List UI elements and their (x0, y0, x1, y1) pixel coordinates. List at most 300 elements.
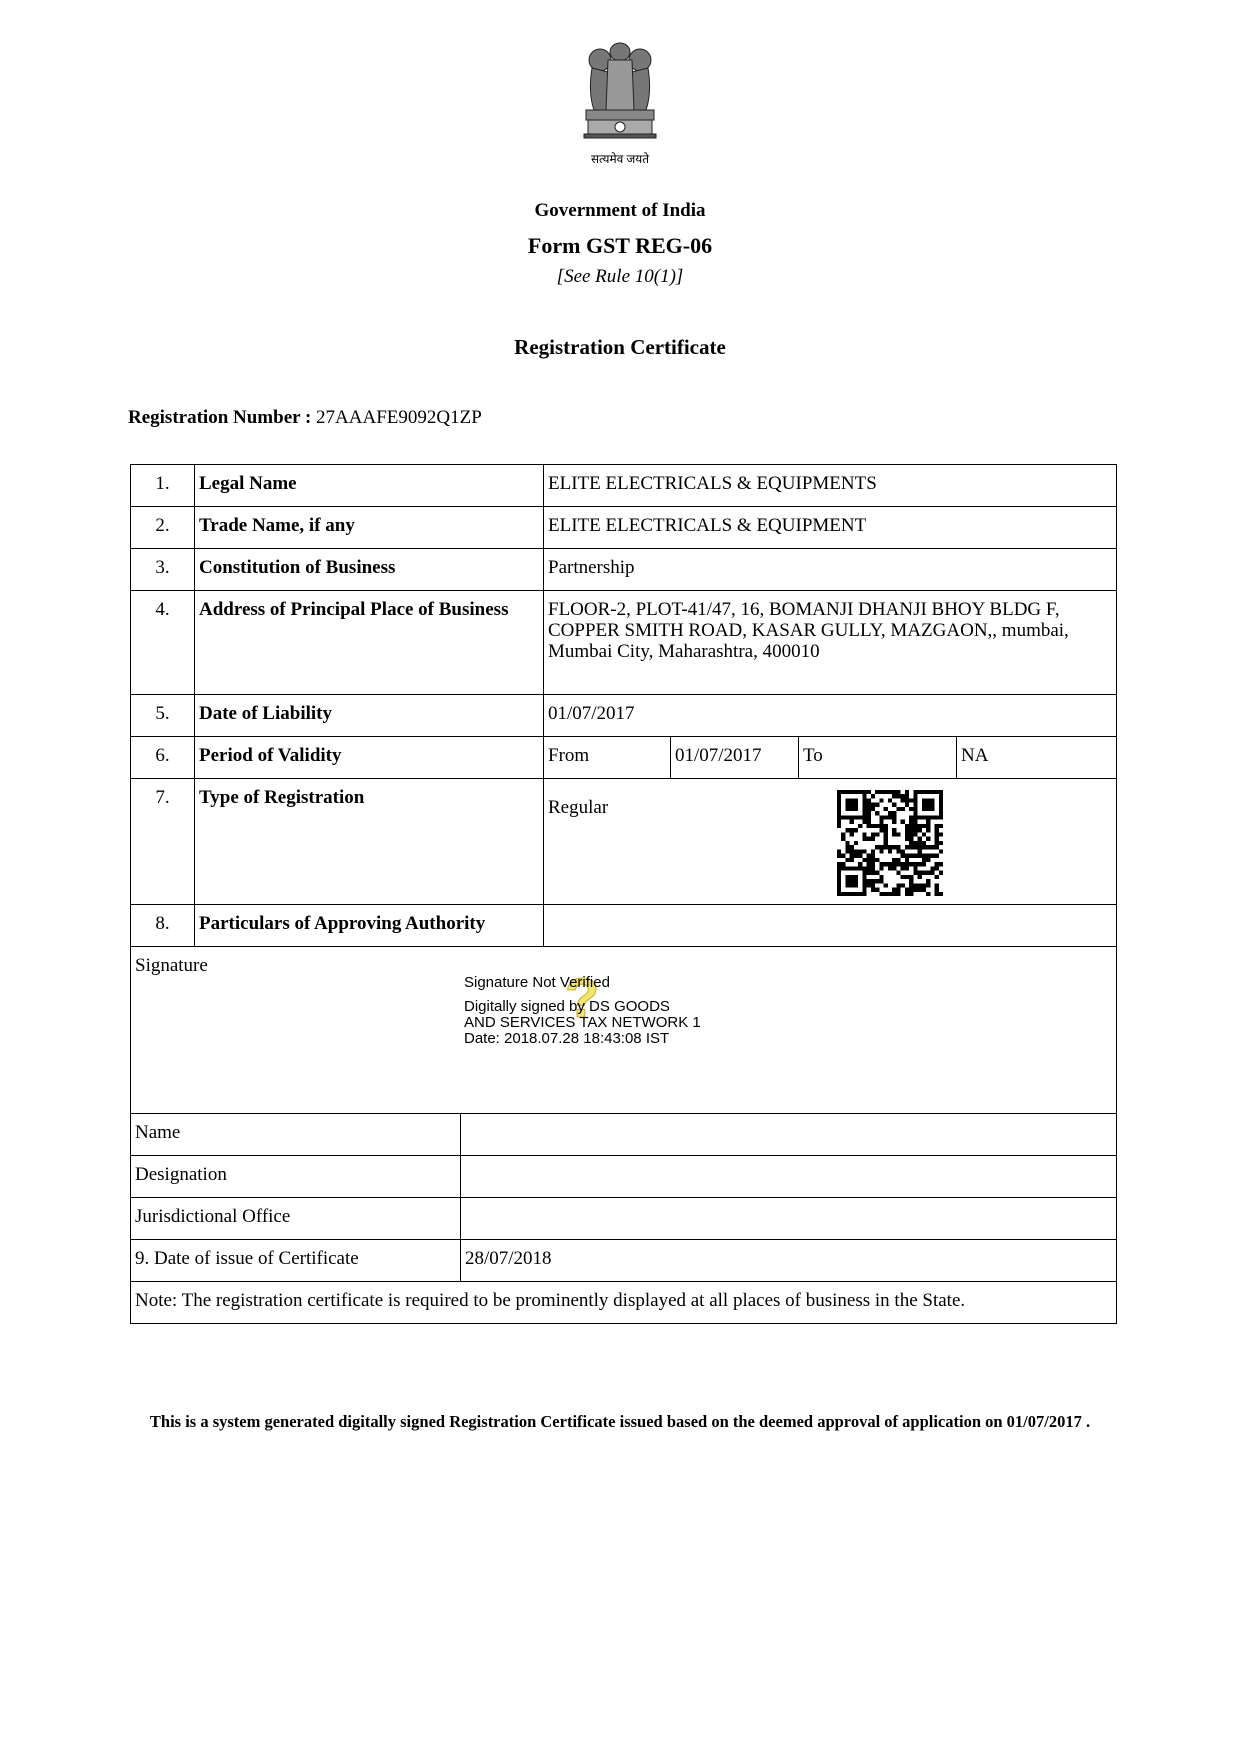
digital-signature-block (464, 975, 701, 1047)
qr-module (884, 892, 888, 896)
qr-module (935, 837, 939, 841)
qr-module (837, 798, 841, 802)
qr-module (905, 866, 909, 870)
row-number: 4. (131, 591, 195, 695)
qr-module (871, 879, 875, 883)
qr-module (879, 879, 883, 883)
qr-module (939, 803, 943, 807)
qr-module (909, 854, 913, 858)
authority-label: 9. Date of issue of Certificate (131, 1240, 461, 1282)
qr-module (845, 879, 849, 883)
qr-module (850, 854, 854, 858)
qr-module (875, 858, 879, 862)
qr-module (909, 824, 913, 828)
qr-module (909, 832, 913, 836)
qr-module (879, 815, 883, 819)
qr-module (926, 824, 930, 828)
qr-module (922, 854, 926, 858)
qr-module (858, 849, 862, 853)
qr-module (935, 824, 939, 828)
qr-module (875, 888, 879, 892)
qr-module (850, 820, 854, 824)
table-row (131, 591, 1117, 695)
qr-module (922, 815, 926, 819)
qr-module (922, 790, 926, 794)
qr-module (935, 888, 939, 892)
qr-module (896, 849, 900, 853)
qr-module (884, 862, 888, 866)
qr-module (913, 824, 917, 828)
qr-module (862, 879, 866, 883)
qr-module (888, 862, 892, 866)
qr-module (909, 875, 913, 879)
qr-module (901, 883, 905, 887)
table-row (131, 1282, 1117, 1324)
display-note: Note: The registration certificate is required to be prominently displayed at all places of business in the State. (131, 1282, 1117, 1324)
qr-module (837, 849, 841, 853)
qr-module (871, 854, 875, 858)
qr-module (926, 858, 930, 862)
qr-module (837, 888, 841, 892)
qr-module (867, 798, 871, 802)
row-number: 6. (131, 737, 195, 779)
validity-to-value: NA (957, 737, 1117, 779)
qr-module (879, 892, 883, 896)
qr-module (879, 828, 883, 832)
authority-office-value (461, 1198, 1117, 1240)
qr-module (862, 798, 866, 802)
validity-from-value: 01/07/2017 (671, 737, 799, 779)
qr-module (850, 807, 854, 811)
qr-module (901, 854, 905, 858)
qr-module (862, 892, 866, 896)
qr-module (901, 875, 905, 879)
qr-module (939, 824, 943, 828)
qr-module (862, 871, 866, 875)
row-number: 5. (131, 695, 195, 737)
qr-module (871, 858, 875, 862)
qr-module (918, 862, 922, 866)
qr-module (871, 888, 875, 892)
qr-module (905, 862, 909, 866)
qr-module (875, 879, 879, 883)
qr-module (913, 803, 917, 807)
validity-from-label: From (544, 737, 671, 779)
qr-module (939, 832, 943, 836)
qr-module (922, 888, 926, 892)
qr-module (935, 832, 939, 836)
qr-module (850, 849, 854, 853)
qr-module (909, 845, 913, 849)
qr-module (922, 807, 926, 811)
qr-module (845, 845, 849, 849)
qr-module (913, 798, 917, 802)
qr-module (854, 807, 858, 811)
qr-module (913, 820, 917, 824)
qr-module (913, 888, 917, 892)
address-value: FLOOR-2, PLOT-41/47, 16, BOMANJI DHANJI BHOY BLDG F, COPPER SMITH ROAD, KASAR GULLY, MAZGAON,, mumbai, Mumbai City, Maharashtra, 400010 (544, 591, 1117, 695)
qr-module (926, 892, 930, 896)
qr-module (871, 794, 875, 798)
qr-module (845, 883, 849, 887)
qr-module (913, 815, 917, 819)
qr-module (837, 875, 841, 879)
qr-module (862, 866, 866, 870)
qr-module (913, 871, 917, 875)
qr-module (837, 883, 841, 887)
registration-number-value: 27AAAFE9092Q1ZP (316, 407, 482, 428)
qr-module (845, 807, 849, 811)
row-number: 2. (131, 507, 195, 549)
qr-module (913, 790, 917, 794)
qr-module (930, 803, 934, 807)
qr-module (922, 798, 926, 802)
qr-module (909, 820, 913, 824)
qr-module (888, 849, 892, 853)
qr-module (867, 790, 871, 794)
qr-module (867, 879, 871, 883)
table-row (131, 1240, 1117, 1282)
qr-module (892, 811, 896, 815)
qr-module (939, 807, 943, 811)
qr-module (854, 803, 858, 807)
qr-module (884, 883, 888, 887)
qr-module (892, 892, 896, 896)
qr-module (879, 790, 883, 794)
qr-module (879, 798, 883, 802)
qr-module (867, 820, 871, 824)
qr-module (901, 794, 905, 798)
qr-module (922, 862, 926, 866)
qr-module (850, 790, 854, 794)
qr-module (888, 811, 892, 815)
issue-date-value: 28/07/2018 (461, 1240, 1117, 1282)
qr-module (845, 875, 849, 879)
qr-module (854, 790, 858, 794)
qr-module (939, 790, 943, 794)
qr-module (930, 845, 934, 849)
qr-module (879, 875, 883, 879)
registration-number-label: Registration Number : (128, 407, 312, 428)
qr-module (862, 883, 866, 887)
signature-unverified-icon: ? (565, 966, 600, 1029)
qr-module (909, 798, 913, 802)
qr-module (926, 845, 930, 849)
qr-module (909, 879, 913, 883)
qr-module (862, 790, 866, 794)
qr-module (862, 832, 866, 836)
qr-module (896, 892, 900, 896)
qr-module (909, 828, 913, 832)
qr-module (850, 892, 854, 896)
qr-module (845, 828, 849, 832)
qr-module (926, 815, 930, 819)
qr-module (854, 798, 858, 802)
qr-module (841, 790, 845, 794)
row-label: Date of Liability (195, 695, 544, 737)
qr-module (909, 841, 913, 845)
row-number: 8. (131, 905, 195, 947)
qr-module (892, 845, 896, 849)
qr-module (862, 849, 866, 853)
qr-module (939, 841, 943, 845)
qr-module (892, 828, 896, 832)
qr-module (905, 888, 909, 892)
qr-module (879, 820, 883, 824)
table-row (131, 549, 1117, 591)
qr-module (850, 866, 854, 870)
qr-module (854, 815, 858, 819)
qr-module (922, 832, 926, 836)
qr-module (892, 832, 896, 836)
qr-module (939, 862, 943, 866)
qr-module (871, 866, 875, 870)
qr-module (837, 794, 841, 798)
qr-module (850, 798, 854, 802)
qr-module (905, 858, 909, 862)
qr-module (841, 854, 845, 858)
qr-module (935, 883, 939, 887)
qr-module (930, 790, 934, 794)
authority-name-value (461, 1114, 1117, 1156)
qr-module (845, 892, 849, 896)
qr-module (939, 798, 943, 802)
row-label: Legal Name (195, 465, 544, 507)
qr-module (909, 883, 913, 887)
qr-module (905, 832, 909, 836)
qr-module (909, 892, 913, 896)
qr-module (918, 837, 922, 841)
qr-module (845, 798, 849, 802)
qr-module (850, 879, 854, 883)
qr-module (901, 798, 905, 802)
qr-module (841, 866, 845, 870)
qr-module (905, 798, 909, 802)
authority-label: Designation (131, 1156, 461, 1198)
qr-module (875, 790, 879, 794)
qr-module (850, 832, 854, 836)
qr-module (845, 815, 849, 819)
qr-module (862, 815, 866, 819)
qr-module (884, 845, 888, 849)
qr-module (850, 828, 854, 832)
signature-line: Date: 2018.07.28 18:43:08 IST (464, 1030, 670, 1047)
authority-label: Jurisdictional Office (131, 1198, 461, 1240)
constitution-value: Partnership (544, 549, 1117, 591)
qr-module (879, 866, 883, 870)
qr-module (837, 866, 841, 870)
qr-module (918, 883, 922, 887)
qr-module (837, 854, 841, 858)
qr-module (918, 871, 922, 875)
qr-module (892, 858, 896, 862)
signature-status: Signature Not Verified (464, 974, 610, 991)
qr-module (926, 854, 930, 858)
qr-module (926, 828, 930, 832)
government-heading: Government of India (534, 200, 706, 221)
signature-line: Digitally signed by DS GOODS (464, 998, 670, 1015)
qr-module (926, 790, 930, 794)
qr-module (896, 858, 900, 862)
qr-module (884, 815, 888, 819)
qr-module (841, 832, 845, 836)
qr-module (867, 807, 871, 811)
qr-module (905, 794, 909, 798)
qr-module (913, 883, 917, 887)
qr-module (850, 803, 854, 807)
qr-module (854, 849, 858, 853)
qr-module (837, 815, 841, 819)
qr-module (901, 820, 905, 824)
row-number: 1. (131, 465, 195, 507)
qr-module (841, 862, 845, 866)
qr-module (862, 807, 866, 811)
qr-module (909, 862, 913, 866)
qr-module (884, 807, 888, 811)
qr-module (867, 854, 871, 858)
qr-module (837, 807, 841, 811)
qr-module (901, 849, 905, 853)
qr-module (888, 892, 892, 896)
qr-module (871, 807, 875, 811)
signature-line: AND SERVICES TAX NETWORK 1 (464, 1014, 701, 1031)
qr-module (892, 790, 896, 794)
trade-name-value: ELITE ELECTRICALS & EQUIPMENT (544, 507, 1117, 549)
qr-module (926, 803, 930, 807)
qr-module (875, 824, 879, 828)
qr-module (845, 841, 849, 845)
qr-module (935, 815, 939, 819)
qr-module (918, 790, 922, 794)
registration-type-value: Regular (544, 779, 1117, 905)
qr-module (909, 815, 913, 819)
qr-module (918, 815, 922, 819)
qr-module (862, 837, 866, 841)
emblem-motto: सत्यमेव जयते (590, 152, 650, 166)
qr-module (913, 841, 917, 845)
qr-module (892, 888, 896, 892)
qr-module (892, 820, 896, 824)
qr-module (845, 803, 849, 807)
qr-module (854, 828, 858, 832)
approving-authority-value (544, 905, 1117, 947)
qr-module (837, 811, 841, 815)
qr-module (862, 820, 866, 824)
qr-module (862, 811, 866, 815)
qr-module (884, 841, 888, 845)
qr-module (905, 845, 909, 849)
form-title: Form GST REG-06 (527, 233, 713, 258)
qr-module (905, 892, 909, 896)
qr-module (935, 845, 939, 849)
qr-module (935, 875, 939, 879)
table-row (131, 507, 1117, 549)
row-label: Trade Name, if any (195, 507, 544, 549)
qr-module (935, 841, 939, 845)
qr-module (909, 807, 913, 811)
qr-module (862, 888, 866, 892)
qr-module (922, 841, 926, 845)
qr-module (896, 807, 900, 811)
qr-module (892, 862, 896, 866)
qr-module (939, 849, 943, 853)
qr-module (850, 875, 854, 879)
qr-module (879, 849, 883, 853)
qr-module (850, 883, 854, 887)
qr-module (930, 866, 934, 870)
qr-module (875, 845, 879, 849)
table-row (131, 905, 1117, 947)
qr-module (858, 790, 862, 794)
qr-module (845, 849, 849, 853)
qr-module (918, 875, 922, 879)
row-number: 3. (131, 549, 195, 591)
qr-module (905, 790, 909, 794)
liability-date-value: 01/07/2017 (544, 695, 1117, 737)
qr-module (837, 892, 841, 896)
qr-module (918, 845, 922, 849)
qr-module (926, 807, 930, 811)
qr-module (926, 837, 930, 841)
qr-module (913, 845, 917, 849)
particulars-table (130, 464, 1117, 947)
qr-module (858, 854, 862, 858)
qr-module (930, 798, 934, 802)
qr-module (879, 862, 883, 866)
qr-module (913, 854, 917, 858)
qr-module (867, 824, 871, 828)
qr-module (841, 837, 845, 841)
qr-module (858, 824, 862, 828)
qr-module (871, 832, 875, 836)
row-label: Address of Principal Place of Business (195, 591, 544, 695)
qr-module (896, 862, 900, 866)
qr-module (837, 879, 841, 883)
qr-module (930, 815, 934, 819)
qr-module (841, 815, 845, 819)
qr-module (850, 845, 854, 849)
qr-module (845, 858, 849, 862)
qr-module (879, 845, 883, 849)
qr-module (896, 790, 900, 794)
qr-module (875, 803, 879, 807)
qr-module (854, 841, 858, 845)
row-label: Period of Validity (195, 737, 544, 779)
qr-module (905, 875, 909, 879)
qr-module (867, 815, 871, 819)
qr-module (841, 892, 845, 896)
row-label: Constitution of Business (195, 549, 544, 591)
qr-module (935, 790, 939, 794)
qr-module (884, 837, 888, 841)
qr-module (875, 871, 879, 875)
qr-module (884, 828, 888, 832)
qr-module (884, 790, 888, 794)
qr-module (858, 892, 862, 896)
qr-module (871, 871, 875, 875)
qr-module (896, 832, 900, 836)
qr-module (871, 883, 875, 887)
qr-module (879, 824, 883, 828)
qr-module (862, 875, 866, 879)
qr-module (862, 794, 866, 798)
qr-module (896, 845, 900, 849)
table-row (131, 1198, 1117, 1240)
qr-module (913, 832, 917, 836)
qr-module (837, 862, 841, 866)
qr-module (867, 871, 871, 875)
qr-module (888, 866, 892, 870)
